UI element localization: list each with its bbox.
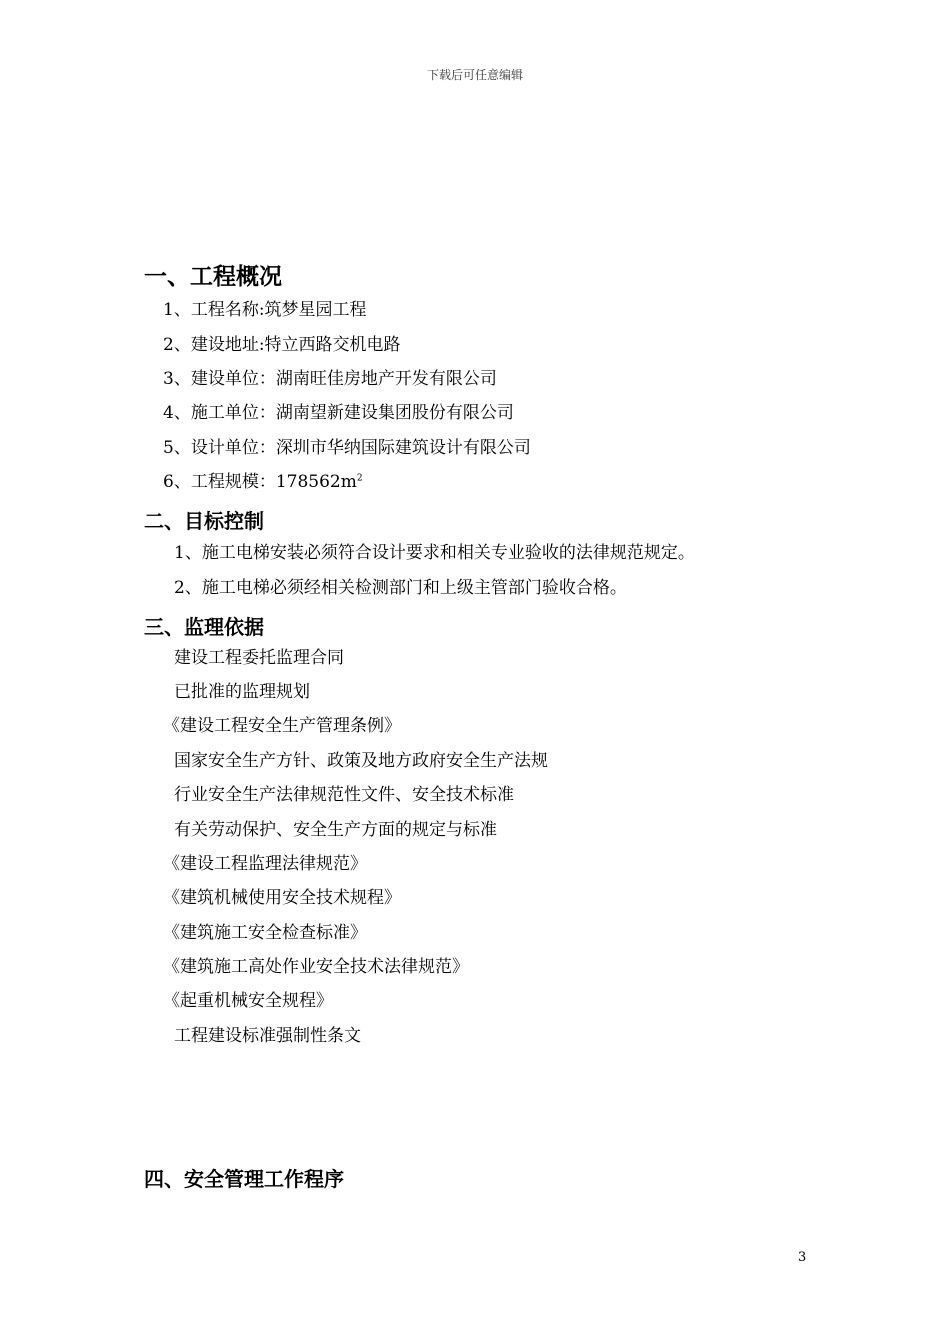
section-3-item: 《起重机械安全规程》 bbox=[163, 991, 333, 1011]
section-2-title: 二、目标控制 bbox=[144, 509, 264, 533]
section-3-item: 有关劳动保护、安全生产方面的规定与标准 bbox=[174, 820, 497, 840]
section-3-item: 《建设工程监理法律规范》 bbox=[163, 854, 367, 874]
header-note: 下载后可任意编辑 bbox=[426, 68, 523, 82]
scale-superscript: 2 bbox=[356, 473, 363, 484]
section-1-item: 5、设计单位：深圳市华纳国际建筑设计有限公司 bbox=[163, 438, 531, 458]
section-3-item: 建设工程委托监理合同 bbox=[174, 648, 344, 668]
section-3-title: 三、监理依据 bbox=[144, 615, 264, 639]
section-1-item: 2、建设地址:特立西路交机电路 bbox=[163, 335, 401, 355]
section-4-title: 四、安全管理工作程序 bbox=[144, 1167, 344, 1191]
section-1-title: 一、工程概况 bbox=[144, 264, 282, 290]
scale-label: 6、工程规模：178562m bbox=[163, 472, 357, 492]
section-3-item: 《建筑施工安全检查标准》 bbox=[163, 923, 367, 943]
section-3-item: 国家安全生产方针、政策及地方政府安全生产法规 bbox=[174, 751, 548, 771]
section-1-item: 1、工程名称:筑梦星园工程 bbox=[163, 300, 367, 320]
section-3-item: 《建筑机械使用安全技术规程》 bbox=[163, 888, 401, 908]
section-2-item: 2、施工电梯必须经相关检测部门和上级主管部门验收合格。 bbox=[174, 578, 627, 598]
section-3-item: 《建筑施工高处作业安全技术法律规范》 bbox=[163, 957, 469, 977]
section-1-item: 3、建设单位：湖南旺佳房地产开发有限公司 bbox=[163, 369, 497, 389]
section-1-scale bbox=[163, 474, 363, 491]
section-3-item: 已批准的监理规划 bbox=[174, 682, 310, 702]
section-1-item: 4、施工单位：湖南望新建设集团股份有限公司 bbox=[163, 403, 514, 423]
section-3-item: 《建设工程安全生产管理条例》 bbox=[163, 716, 401, 736]
section-3-item: 行业安全生产法律规范性文件、安全技术标准 bbox=[174, 785, 514, 805]
section-2-item: 1、施工电梯安装必须符合设计要求和相关专业验收的法律规范规定。 bbox=[174, 543, 695, 563]
page-number: 3 bbox=[798, 1250, 807, 1265]
section-3-item: 工程建设标准强制性条文 bbox=[174, 1026, 361, 1046]
